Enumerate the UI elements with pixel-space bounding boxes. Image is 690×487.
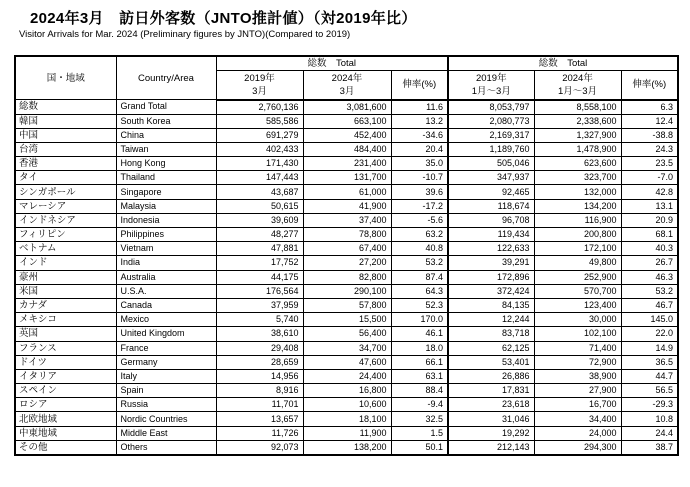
value-2024-q1-cell: 134,200 — [534, 199, 621, 213]
value-2024-mar-cell: 10,600 — [303, 398, 391, 412]
table-row — [15, 256, 678, 270]
table-row — [15, 412, 678, 426]
header-2024-mar-month: 3月 — [339, 85, 355, 97]
value-2019-q1-cell: 83,718 — [448, 327, 534, 341]
visitor-arrivals-table — [14, 55, 679, 456]
country-jp-cell: 台湾 — [15, 142, 116, 156]
value-2019-q1-cell: 84,135 — [448, 298, 534, 312]
value-2019-mar-cell: 691,279 — [216, 128, 303, 142]
country-en-cell: Malaysia — [116, 199, 216, 213]
country-jp-cell: スペイン — [15, 384, 116, 398]
rate-mar-cell: 35.0 — [391, 157, 448, 171]
value-2024-mar-cell: 24,400 — [303, 369, 391, 383]
country-jp-cell: カナダ — [15, 298, 116, 312]
value-2019-mar-cell: 585,586 — [216, 114, 303, 128]
rate-q1-cell: 24.3 — [621, 142, 678, 156]
rate-q1-cell: 145.0 — [621, 313, 678, 327]
country-en-cell: Others — [116, 440, 216, 455]
value-2024-q1-cell: 132,000 — [534, 185, 621, 199]
country-jp-cell: 中東地域 — [15, 426, 116, 440]
value-2019-mar-cell: 176,564 — [216, 284, 303, 298]
header-2024-q1 — [534, 71, 621, 100]
country-jp-cell: メキシコ — [15, 313, 116, 327]
value-2019-mar-cell: 43,687 — [216, 185, 303, 199]
rate-q1-cell: 24.4 — [621, 426, 678, 440]
value-2024-q1-cell: 71,400 — [534, 341, 621, 355]
value-2019-mar-cell: 92,073 — [216, 440, 303, 455]
country-jp-cell: インドネシア — [15, 213, 116, 227]
value-2024-q1-cell: 252,900 — [534, 270, 621, 284]
table-row — [15, 100, 678, 115]
value-2024-mar-cell: 41,900 — [303, 199, 391, 213]
rate-mar-cell: 64.3 — [391, 284, 448, 298]
country-en-cell: United Kingdom — [116, 327, 216, 341]
value-2019-mar-cell: 37,959 — [216, 298, 303, 312]
value-2024-q1-cell: 38,900 — [534, 369, 621, 383]
value-2024-mar-cell: 82,800 — [303, 270, 391, 284]
rate-q1-cell: 36.5 — [621, 355, 678, 369]
table-row — [15, 199, 678, 213]
value-2019-q1-cell: 31,046 — [448, 412, 534, 426]
value-2019-q1-cell: 53,401 — [448, 355, 534, 369]
country-jp-cell: ベトナム — [15, 242, 116, 256]
value-2019-mar-cell: 38,610 — [216, 327, 303, 341]
rate-q1-cell: 14.9 — [621, 341, 678, 355]
value-2024-q1-cell: 623,600 — [534, 157, 621, 171]
value-2024-mar-cell: 138,200 — [303, 440, 391, 455]
page-title: 2024年3月 訪日外客数（JNTO推計値）（対2019年比） — [30, 10, 417, 27]
value-2024-mar-cell: 27,200 — [303, 256, 391, 270]
country-en-cell: Thailand — [116, 171, 216, 185]
rate-q1-cell: 13.1 — [621, 199, 678, 213]
value-2019-mar-cell: 50,615 — [216, 199, 303, 213]
value-2019-q1-cell: 1,189,760 — [448, 142, 534, 156]
value-2024-q1-cell: 24,000 — [534, 426, 621, 440]
header-country-en: Country/Area — [116, 56, 216, 100]
country-jp-cell: ロシア — [15, 398, 116, 412]
value-2024-mar-cell: 67,400 — [303, 242, 391, 256]
rate-mar-cell: 13.2 — [391, 114, 448, 128]
value-2024-q1-cell: 323,700 — [534, 171, 621, 185]
table-row — [15, 327, 678, 341]
value-2024-mar-cell: 47,600 — [303, 355, 391, 369]
value-2019-q1-cell: 12,244 — [448, 313, 534, 327]
country-en-cell: Germany — [116, 355, 216, 369]
country-jp-cell: 英国 — [15, 327, 116, 341]
country-en-cell: Australia — [116, 270, 216, 284]
country-en-cell: U.S.A. — [116, 284, 216, 298]
value-2019-mar-cell: 17,752 — [216, 256, 303, 270]
value-2024-q1-cell: 294,300 — [534, 440, 621, 455]
rate-q1-cell: 38.7 — [621, 440, 678, 455]
table-row — [15, 270, 678, 284]
rate-mar-cell: 50.1 — [391, 440, 448, 455]
value-2024-q1-cell: 570,700 — [534, 284, 621, 298]
rate-mar-cell: 63.1 — [391, 369, 448, 383]
country-jp-cell: 韓国 — [15, 114, 116, 128]
header-2019-q1 — [448, 71, 534, 100]
table-row — [15, 213, 678, 227]
value-2024-mar-cell: 11,900 — [303, 426, 391, 440]
country-jp-cell: イタリア — [15, 369, 116, 383]
rate-mar-cell: -34.6 — [391, 128, 448, 142]
country-en-cell: Mexico — [116, 313, 216, 327]
country-en-cell: Hong Kong — [116, 157, 216, 171]
rate-q1-cell: 42.8 — [621, 185, 678, 199]
value-2019-q1-cell: 8,053,797 — [448, 100, 534, 115]
table-row — [15, 157, 678, 171]
table-header — [15, 56, 678, 100]
value-2019-mar-cell: 48,277 — [216, 228, 303, 242]
table-row — [15, 313, 678, 327]
value-2024-q1-cell: 72,900 — [534, 355, 621, 369]
rate-mar-cell: 87.4 — [391, 270, 448, 284]
value-2019-q1-cell: 172,896 — [448, 270, 534, 284]
country-jp-cell: 総数 — [15, 100, 116, 115]
country-en-cell: France — [116, 341, 216, 355]
table-row — [15, 426, 678, 440]
value-2024-mar-cell: 131,700 — [303, 171, 391, 185]
table-row — [15, 284, 678, 298]
value-2019-mar-cell: 11,726 — [216, 426, 303, 440]
header-2024-mar — [303, 71, 391, 100]
header-group2-total: 総数 Total — [448, 56, 678, 71]
value-2019-q1-cell: 505,046 — [448, 157, 534, 171]
rate-q1-cell: -38.8 — [621, 128, 678, 142]
header-2019-q1-year: 2019年 — [475, 72, 507, 84]
country-jp-cell: インド — [15, 256, 116, 270]
country-jp-cell: 北欧地域 — [15, 412, 116, 426]
value-2024-mar-cell: 3,081,600 — [303, 100, 391, 115]
value-2024-q1-cell: 116,900 — [534, 213, 621, 227]
country-jp-cell: 中国 — [15, 128, 116, 142]
country-jp-cell: マレーシア — [15, 199, 116, 213]
rate-q1-cell: 23.5 — [621, 157, 678, 171]
country-en-cell: Grand Total — [116, 100, 216, 115]
table-row — [15, 185, 678, 199]
country-en-cell: Philippines — [116, 228, 216, 242]
table-row — [15, 398, 678, 412]
value-2019-q1-cell: 96,708 — [448, 213, 534, 227]
table-row — [15, 384, 678, 398]
rate-q1-cell: 46.7 — [621, 298, 678, 312]
value-2024-mar-cell: 56,400 — [303, 327, 391, 341]
value-2019-q1-cell: 26,886 — [448, 369, 534, 383]
rate-mar-cell: -9.4 — [391, 398, 448, 412]
table-row — [15, 242, 678, 256]
country-jp-cell: フィリピン — [15, 228, 116, 242]
value-2019-mar-cell: 5,740 — [216, 313, 303, 327]
rate-mar-cell: 1.5 — [391, 426, 448, 440]
value-2024-q1-cell: 49,800 — [534, 256, 621, 270]
rate-q1-cell: 26.7 — [621, 256, 678, 270]
value-2024-mar-cell: 37,400 — [303, 213, 391, 227]
table-row — [15, 298, 678, 312]
value-2019-q1-cell: 92,465 — [448, 185, 534, 199]
value-2024-q1-cell: 34,400 — [534, 412, 621, 426]
value-2024-mar-cell: 57,800 — [303, 298, 391, 312]
table-row — [15, 228, 678, 242]
rate-mar-cell: 63.2 — [391, 228, 448, 242]
value-2019-q1-cell: 2,080,773 — [448, 114, 534, 128]
country-en-cell: Singapore — [116, 185, 216, 199]
value-2019-q1-cell: 122,633 — [448, 242, 534, 256]
country-en-cell: India — [116, 256, 216, 270]
value-2019-mar-cell: 402,433 — [216, 142, 303, 156]
value-2019-mar-cell: 29,408 — [216, 341, 303, 355]
header-2024-mar-year: 2024年 — [331, 72, 363, 84]
country-en-cell: Russia — [116, 398, 216, 412]
value-2019-q1-cell: 372,424 — [448, 284, 534, 298]
rate-q1-cell: 10.8 — [621, 412, 678, 426]
value-2024-q1-cell: 200,800 — [534, 228, 621, 242]
value-2024-mar-cell: 484,400 — [303, 142, 391, 156]
group-header-row — [15, 56, 678, 71]
table-row — [15, 142, 678, 156]
rate-mar-cell: 18.0 — [391, 341, 448, 355]
value-2024-mar-cell: 18,100 — [303, 412, 391, 426]
header-country-jp: 国・地域 — [15, 56, 116, 100]
country-en-cell: South Korea — [116, 114, 216, 128]
value-2024-mar-cell: 290,100 — [303, 284, 391, 298]
rate-q1-cell: 40.3 — [621, 242, 678, 256]
value-2024-q1-cell: 1,478,900 — [534, 142, 621, 156]
rate-q1-cell: 12.4 — [621, 114, 678, 128]
rate-mar-cell: -5.6 — [391, 213, 448, 227]
rate-q1-cell: 68.1 — [621, 228, 678, 242]
value-2024-q1-cell: 1,327,900 — [534, 128, 621, 142]
rate-mar-cell: 11.6 — [391, 100, 448, 115]
rate-mar-cell: -10.7 — [391, 171, 448, 185]
table-row — [15, 128, 678, 142]
value-2019-q1-cell: 212,143 — [448, 440, 534, 455]
value-2019-mar-cell: 11,701 — [216, 398, 303, 412]
value-2019-q1-cell: 17,831 — [448, 384, 534, 398]
table-row — [15, 171, 678, 185]
value-2019-q1-cell: 19,292 — [448, 426, 534, 440]
value-2024-mar-cell: 452,400 — [303, 128, 391, 142]
value-2019-q1-cell: 118,674 — [448, 199, 534, 213]
table-row — [15, 341, 678, 355]
country-en-cell: Nordic Countries — [116, 412, 216, 426]
value-2019-mar-cell: 13,657 — [216, 412, 303, 426]
rate-q1-cell: 20.9 — [621, 213, 678, 227]
value-2024-q1-cell: 102,100 — [534, 327, 621, 341]
table-row — [15, 440, 678, 455]
country-en-cell: China — [116, 128, 216, 142]
country-jp-cell: 米国 — [15, 284, 116, 298]
country-jp-cell: タイ — [15, 171, 116, 185]
rate-q1-cell: 56.5 — [621, 384, 678, 398]
value-2019-q1-cell: 23,618 — [448, 398, 534, 412]
value-2019-mar-cell: 147,443 — [216, 171, 303, 185]
country-jp-cell: 豪州 — [15, 270, 116, 284]
value-2024-q1-cell: 2,338,600 — [534, 114, 621, 128]
rate-q1-cell: 53.2 — [621, 284, 678, 298]
value-2024-mar-cell: 15,500 — [303, 313, 391, 327]
value-2024-mar-cell: 61,000 — [303, 185, 391, 199]
rate-mar-cell: -17.2 — [391, 199, 448, 213]
header-2024-q1-year: 2024年 — [562, 72, 593, 84]
value-2019-q1-cell: 2,169,317 — [448, 128, 534, 142]
value-2024-q1-cell: 123,400 — [534, 298, 621, 312]
header-2019-mar — [216, 71, 303, 100]
table-row — [15, 355, 678, 369]
rate-mar-cell: 46.1 — [391, 327, 448, 341]
value-2019-mar-cell: 8,916 — [216, 384, 303, 398]
value-2024-q1-cell: 16,700 — [534, 398, 621, 412]
rate-q1-cell: -29.3 — [621, 398, 678, 412]
header-rate-q1: 伸率(%) — [621, 71, 678, 100]
value-2024-q1-cell: 8,558,100 — [534, 100, 621, 115]
rate-mar-cell: 88.4 — [391, 384, 448, 398]
rate-q1-cell: 46.3 — [621, 270, 678, 284]
value-2019-mar-cell: 28,659 — [216, 355, 303, 369]
value-2019-mar-cell: 39,609 — [216, 213, 303, 227]
header-2019-mar-year: 2019年 — [244, 72, 275, 84]
value-2024-q1-cell: 30,000 — [534, 313, 621, 327]
header-2019-mar-month: 3月 — [252, 85, 267, 97]
country-jp-cell: その他 — [15, 440, 116, 455]
value-2019-mar-cell: 44,175 — [216, 270, 303, 284]
table-body — [15, 100, 678, 455]
value-2024-mar-cell: 16,800 — [303, 384, 391, 398]
country-jp-cell: 香港 — [15, 157, 116, 171]
rate-q1-cell: 22.0 — [621, 327, 678, 341]
rate-mar-cell: 66.1 — [391, 355, 448, 369]
header-rate-mar: 伸率(%) — [391, 71, 448, 100]
value-2024-mar-cell: 663,100 — [303, 114, 391, 128]
value-2019-q1-cell: 39,291 — [448, 256, 534, 270]
header-2019-q1-months: 1月～3月 — [471, 85, 511, 97]
rate-mar-cell: 170.0 — [391, 313, 448, 327]
country-jp-cell: シンガポール — [15, 185, 116, 199]
header-2024-q1-months: 1月～3月 — [557, 85, 598, 97]
value-2024-q1-cell: 27,900 — [534, 384, 621, 398]
country-en-cell: Taiwan — [116, 142, 216, 156]
country-en-cell: Italy — [116, 369, 216, 383]
rate-q1-cell: 44.7 — [621, 369, 678, 383]
value-2019-mar-cell: 14,956 — [216, 369, 303, 383]
table-row — [15, 369, 678, 383]
rate-mar-cell: 53.2 — [391, 256, 448, 270]
country-en-cell: Canada — [116, 298, 216, 312]
rate-mar-cell: 20.4 — [391, 142, 448, 156]
value-2019-q1-cell: 119,434 — [448, 228, 534, 242]
value-2024-mar-cell: 34,700 — [303, 341, 391, 355]
header-group1-total: 総数 Total — [216, 56, 448, 71]
value-2019-mar-cell: 171,430 — [216, 157, 303, 171]
value-2019-mar-cell: 47,881 — [216, 242, 303, 256]
value-2024-mar-cell: 231,400 — [303, 157, 391, 171]
page-subtitle: Visitor Arrivals for Mar. 2024 (Preliminary figures by JNTO)(Compared to 2019) — [19, 29, 351, 40]
country-jp-cell: フランス — [15, 341, 116, 355]
table-row — [15, 114, 678, 128]
value-2024-mar-cell: 78,800 — [303, 228, 391, 242]
value-2024-q1-cell: 172,100 — [534, 242, 621, 256]
value-2019-mar-cell: 2,760,136 — [216, 100, 303, 115]
country-en-cell: Indonesia — [116, 213, 216, 227]
country-jp-cell: ドイツ — [15, 355, 116, 369]
value-2019-q1-cell: 62,125 — [448, 341, 534, 355]
rate-mar-cell: 40.8 — [391, 242, 448, 256]
value-2019-q1-cell: 347,937 — [448, 171, 534, 185]
country-en-cell: Vietnam — [116, 242, 216, 256]
rate-mar-cell: 39.6 — [391, 185, 448, 199]
rate-mar-cell: 52.3 — [391, 298, 448, 312]
country-en-cell: Middle East — [116, 426, 216, 440]
country-en-cell: Spain — [116, 384, 216, 398]
rate-q1-cell: -7.0 — [621, 171, 678, 185]
rate-q1-cell: 6.3 — [621, 100, 678, 115]
rate-mar-cell: 32.5 — [391, 412, 448, 426]
